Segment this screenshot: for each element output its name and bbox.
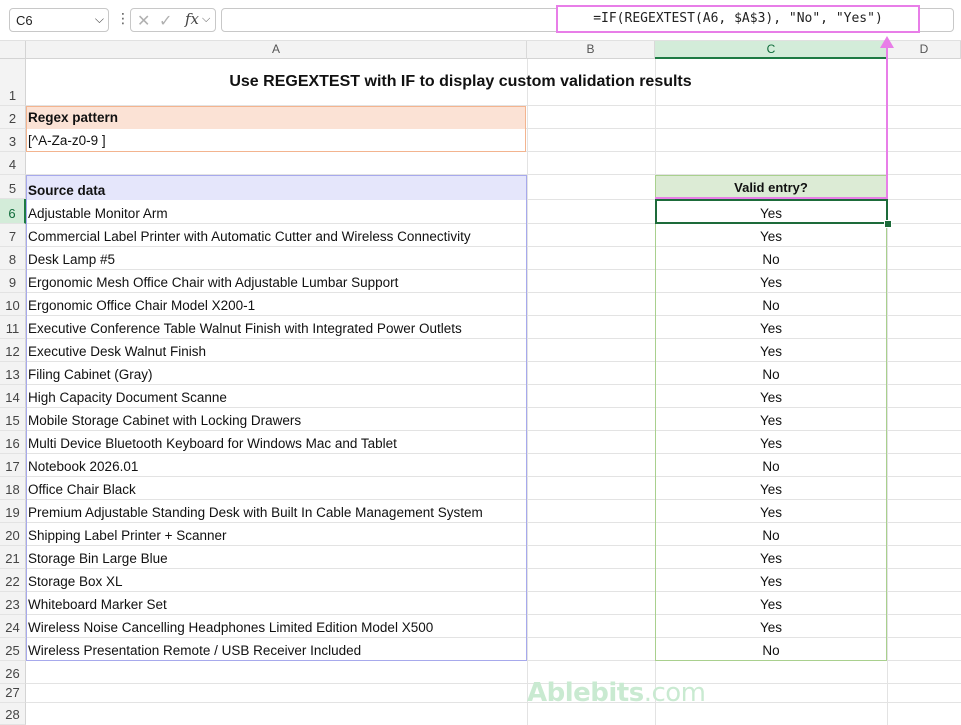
source-cell[interactable]: Wireless Presentation Remote / USB Receiver Included (28, 643, 362, 658)
valid-cell[interactable]: Yes (759, 229, 783, 244)
valid-entry-header[interactable]: Valid entry? (734, 180, 808, 195)
source-cell[interactable]: Office Chair Black (28, 482, 136, 497)
valid-cell[interactable]: Yes (759, 505, 783, 520)
valid-cell[interactable]: Yes (759, 390, 783, 405)
valid-cell[interactable]: Yes (759, 620, 783, 635)
valid-cell[interactable]: Yes (759, 574, 783, 589)
source-cell[interactable]: Executive Conference Table Walnut Finish with Integrated Power Outlets (28, 321, 462, 336)
source-cell[interactable]: Shipping Label Printer + Scanner (28, 528, 227, 543)
row-header[interactable]: 28 (0, 703, 26, 725)
source-cell[interactable]: Ergonomic Mesh Office Chair with Adjustable Lumbar Support (28, 275, 399, 290)
source-cell[interactable]: Mobile Storage Cabinet with Locking Drawers (28, 413, 302, 428)
row-header[interactable]: 2 (0, 106, 26, 129)
row-header[interactable]: 12 (0, 339, 26, 362)
valid-cell[interactable]: Yes (759, 413, 783, 428)
grid-line (26, 683, 961, 684)
row-header[interactable]: 21 (0, 546, 26, 569)
row-header[interactable]: 19 (0, 500, 26, 523)
valid-cell[interactable]: Yes (759, 206, 783, 221)
row-header[interactable]: 26 (0, 661, 26, 684)
source-cell[interactable]: Adjustable Monitor Arm (28, 206, 168, 221)
row-header[interactable]: 9 (0, 270, 26, 293)
ablebits-watermark: Ablebits.com (527, 678, 706, 708)
sheet-title[interactable]: Use REGEXTEST with IF to display custom validation results (229, 73, 692, 90)
valid-cell[interactable]: Yes (759, 597, 783, 612)
source-cell[interactable]: Storage Box XL (28, 574, 123, 589)
row-header[interactable]: 20 (0, 523, 26, 546)
formula-tools (130, 8, 216, 32)
row-header[interactable]: 11 (0, 316, 26, 339)
chevron-down-icon[interactable]: ⌵ (94, 12, 104, 26)
name-box[interactable] (9, 8, 109, 32)
source-cell[interactable]: Notebook 2026.01 (28, 459, 139, 474)
column-header-c[interactable]: C (655, 41, 888, 59)
insert-function-icon[interactable]: fx (185, 10, 200, 28)
valid-cell[interactable]: No (762, 528, 780, 543)
source-cell[interactable]: Whiteboard Marker Set (28, 597, 167, 612)
valid-cell[interactable]: No (762, 459, 780, 474)
row-header[interactable]: 13 (0, 362, 26, 385)
annotation-arrow-line (886, 46, 888, 198)
valid-cell[interactable]: Yes (759, 275, 783, 290)
row-header[interactable]: 22 (0, 569, 26, 592)
source-cell[interactable]: Multi Device Bluetooth Keyboard for Windows Mac and Tablet (28, 436, 397, 451)
grid-line (26, 702, 961, 703)
formula-bar (0, 0, 961, 41)
arrow-up-icon (880, 36, 894, 48)
source-data-header[interactable]: Source data (28, 183, 106, 198)
row-header[interactable]: 16 (0, 431, 26, 454)
valid-cell[interactable]: Yes (759, 344, 783, 359)
row-header[interactable]: 18 (0, 477, 26, 500)
grid-line (527, 59, 528, 725)
source-cell[interactable]: Storage Bin Large Blue (28, 551, 168, 566)
row-header[interactable]: 27 (0, 684, 26, 703)
regex-pattern-label[interactable]: Regex pattern (28, 110, 119, 125)
source-cell[interactable]: Wireless Noise Cancelling Headphones Limited Edition Model X500 (28, 620, 434, 635)
row-header[interactable]: 17 (0, 454, 26, 477)
source-cell[interactable]: Desk Lamp #5 (28, 252, 116, 267)
row-header[interactable]: 10 (0, 293, 26, 316)
row-header[interactable]: 14 (0, 385, 26, 408)
row-header[interactable]: 3 (0, 129, 26, 152)
valid-cell[interactable]: No (762, 298, 780, 313)
chevron-down-icon[interactable]: ⌵ (202, 13, 211, 25)
row-header[interactable]: 15 (0, 408, 26, 431)
valid-cell[interactable]: Yes (759, 436, 783, 451)
column-header-b[interactable]: B (527, 41, 655, 59)
row-header[interactable]: 4 (0, 152, 26, 175)
row-header[interactable]: 7 (0, 224, 26, 247)
column-header-a[interactable]: A (26, 41, 527, 59)
name-box-value: C6 (16, 13, 33, 28)
row-header[interactable]: 23 (0, 592, 26, 615)
source-cell[interactable]: Ergonomic Office Chair Model X200-1 (28, 298, 256, 313)
row-header[interactable]: 8 (0, 247, 26, 270)
active-cell-border (655, 199, 888, 224)
check-icon[interactable]: ✓ (159, 13, 173, 30)
row-header[interactable]: 1 (0, 59, 26, 106)
cancel-icon[interactable]: ✕ (137, 13, 151, 30)
source-cell[interactable]: Commercial Label Printer with Automatic Cutter and Wireless Connectivity (28, 229, 471, 244)
valid-cell[interactable]: Yes (759, 321, 783, 336)
formula-text[interactable]: =IF(REGEXTEST(A6, $A$3), "No", "Yes") (556, 5, 920, 33)
source-cell[interactable]: Filing Cabinet (Gray) (28, 367, 153, 382)
row-header[interactable]: 6 (0, 199, 26, 224)
valid-cell[interactable]: Yes (759, 482, 783, 497)
source-cell[interactable]: Premium Adjustable Standing Desk with Built In Cable Management System (28, 505, 483, 520)
regex-pattern-value[interactable]: [^A-Za-z0-9 ] (28, 133, 106, 148)
source-cell[interactable]: High Capacity Document Scanne (28, 390, 227, 405)
row-header[interactable]: 5 (0, 175, 26, 199)
valid-cell[interactable]: Yes (759, 551, 783, 566)
valid-cell[interactable]: No (762, 643, 780, 658)
row-header[interactable]: 24 (0, 615, 26, 638)
valid-cell[interactable]: No (762, 367, 780, 382)
fill-handle[interactable] (884, 220, 892, 228)
source-cell[interactable]: Executive Desk Walnut Finish (28, 344, 207, 359)
valid-cell[interactable]: No (762, 252, 780, 267)
column-header-d[interactable]: D (888, 41, 961, 59)
more-options-icon[interactable]: ⋮ (116, 10, 130, 26)
select-all-corner[interactable] (0, 41, 26, 59)
row-header[interactable]: 25 (0, 638, 26, 661)
